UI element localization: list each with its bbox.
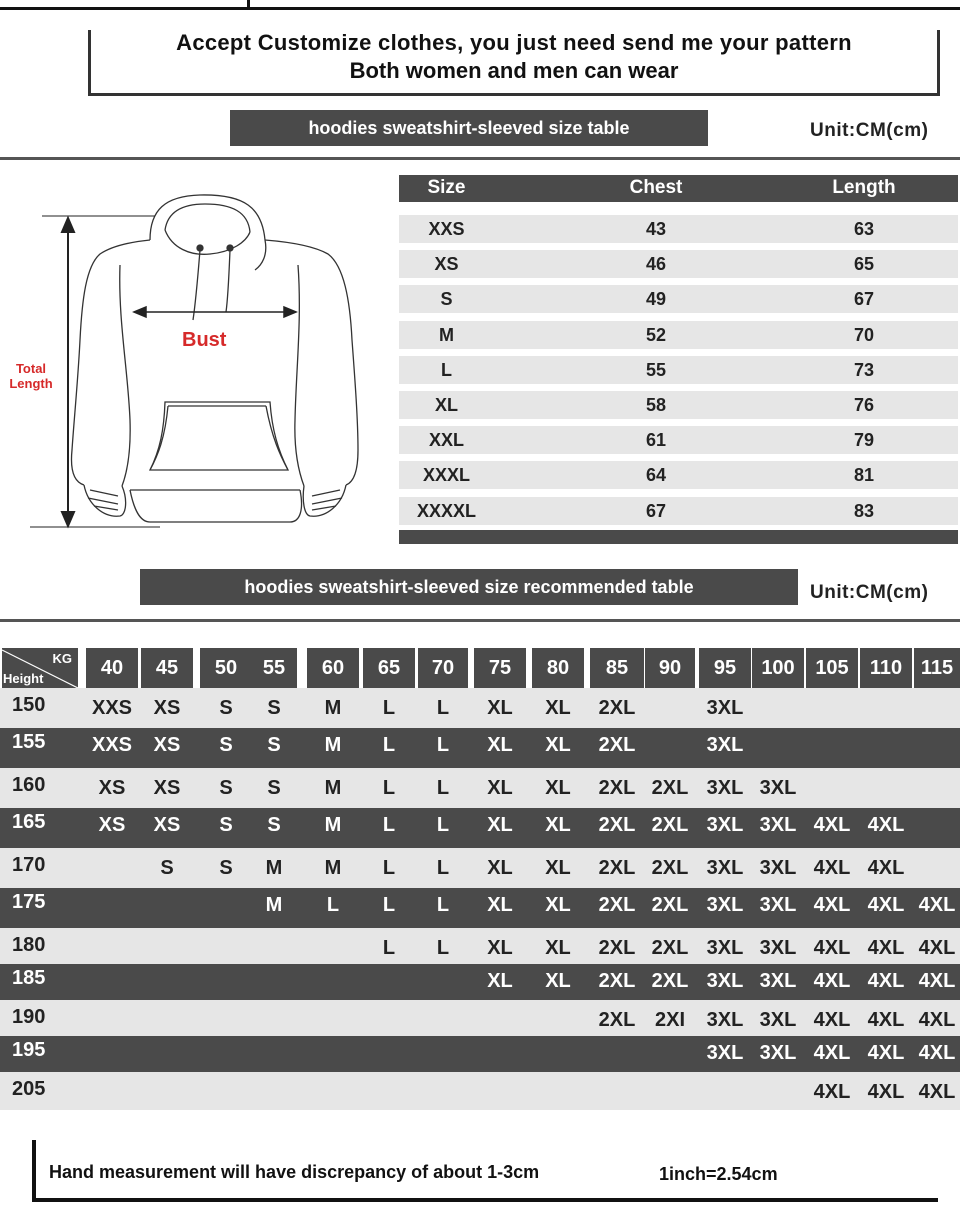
recommended-row [0,728,960,768]
size-row [399,285,958,313]
size-recommendation-cell: XL [487,697,513,719]
size-recommendation-cell: XL [545,814,571,836]
size-recommendation-cell: L [436,857,450,879]
recommended-row [0,1000,960,1036]
size-recommendation-cell: 2XL [598,814,636,836]
size-recommendation-cell: 4XL [918,970,956,992]
chest-column-header: Chest [629,177,683,198]
size-row [399,215,958,243]
size-recommendation-cell: 2XL [598,777,636,799]
top-frame-left [0,0,250,10]
size-recommendation-cell: XL [487,734,513,756]
size-recommendation-cell: 4XL [918,937,956,959]
bust-label: Bust [182,329,227,351]
size-recommendation-cell: L [436,734,450,756]
size-recommendation-cell: 3XL [706,697,744,719]
size-recommendation-cell: XL [545,697,571,719]
size-recommendation-cell: 3XL [706,970,744,992]
size-recommendation-cell: 4XL [813,894,851,916]
height-cell: 170 [12,854,46,876]
kg-header-cell: 115 [914,648,960,688]
size-recommendation-cell: 2XL [651,857,689,879]
size-row [399,391,958,419]
size-recommendation-cell: 4XL [867,1009,905,1031]
chest-cell: 43 [645,219,667,239]
size-recommendation-cell: XL [545,857,571,879]
size-recommendation-cell: S [219,734,233,756]
kg-header-cell: 65 [363,648,415,688]
size-recommendation-cell: XS [153,777,181,799]
height-cell: 175 [12,891,46,913]
chest-cell: 67 [645,500,667,521]
size-recommendation-cell: 3XL [759,777,797,799]
height-cell: 185 [12,967,46,989]
height-cell: 155 [12,731,46,753]
size-recommendation-cell: S [219,857,233,879]
size-recommendation-cell: 3XL [759,894,797,916]
size-recommendation-cell: 4XL [813,1009,851,1031]
size-recommendation-cell: 3XL [759,1042,797,1064]
size-recommendation-cell: XL [545,937,571,959]
top-frame-right [250,0,960,10]
height-cell: 205 [12,1078,46,1100]
size-recommendation-cell: XL [545,734,571,756]
customize-line-2: Both women and men can wear [349,58,679,83]
kg-header-cell: 110 [860,648,912,688]
kg-header-cell: 90 [645,648,695,688]
size-row [399,461,958,489]
size-table-unit: Unit:CM(cm) [810,120,929,141]
size-recommendation-cell: L [382,937,396,959]
divider-2 [0,619,960,622]
size-table-title: hoodies sweatshirt-sleeved size table [230,110,708,146]
kg-header-cell: 75 [474,648,526,688]
size-recommendation-cell: 2XL [651,777,689,799]
size-recommendation-cell: 4XL [918,1009,956,1031]
size-recommendation-cell: 4XL [813,814,851,836]
recommended-row [0,1036,960,1072]
size-recommendation-cell: XS [98,777,126,799]
length-cell: 79 [853,430,875,451]
size-recommendation-cell: 4XL [813,1081,851,1103]
length-cell: 81 [853,465,875,486]
measurement-note: Hand measurement will have discrepancy of about 1-3cm [49,1162,540,1182]
size-cell: XS [434,254,459,275]
size-recommendation-cell: 3XL [706,1009,744,1031]
size-recommendation-cell: S [267,777,281,799]
size-recommendation-cell: L [436,937,450,959]
total-length-line-2: Length [9,376,53,391]
size-cell: XXS [428,219,465,239]
kg-header-cell: 70 [418,648,468,688]
size-recommendation-cell: 2XL [651,814,689,836]
size-table-footer [399,530,958,544]
size-recommendation-cell: 3XL [759,970,797,992]
size-recommendation-cell: 4XL [867,857,905,879]
length-cell: 67 [853,289,875,310]
size-recommendation-cell: 2XL [598,1009,636,1031]
size-recommendation-cell: S [160,857,174,879]
recommended-table-unit: Unit:CM(cm) [810,582,929,603]
length-cell: 76 [853,395,875,415]
size-recommendation-cell: 2XI [654,1009,686,1031]
size-cell: XXXXL [416,500,477,521]
size-recommendation-cell: S [267,734,281,756]
length-cell: 73 [853,359,875,380]
size-recommendation-cell: M [324,814,342,836]
chest-cell: 46 [645,254,667,275]
size-recommendation-cell: XL [487,777,513,799]
size-recommendation-cell: S [267,697,281,719]
kg-height-corner [2,648,78,688]
size-recommendation-cell: 2XL [598,894,636,916]
size-row [399,426,958,454]
top-frame [0,0,960,12]
chest-cell: 61 [645,430,667,451]
size-recommendation-cell: L [436,894,450,916]
recommended-table-title: hoodies sweatshirt-sleeved size recommended table [140,569,798,605]
size-recommendation-cell: 4XL [813,937,851,959]
size-recommendation-cell: S [219,814,233,836]
size-recommendation-cell: 2XL [598,697,636,719]
size-recommendation-cell: XL [545,970,571,992]
customize-line-1: Accept Customize clothes, you just need send me your pattern [176,30,852,55]
size-recommendation-cell: 4XL [918,894,956,916]
chest-cell: 52 [645,324,667,345]
size-recommendation-cell: XXS [91,734,133,756]
size-recommendation-cell: 3XL [706,937,744,959]
length-cell: 65 [853,254,875,275]
kg-header-cell: 60 [307,648,359,688]
size-recommendation-cell: L [382,777,396,799]
size-recommendation-cell: L [382,697,396,719]
kg-header-cell: 105 [806,648,858,688]
size-recommendation-cell: 2XL [598,857,636,879]
size-recommendation-cell: 3XL [706,734,744,756]
size-row [399,321,958,349]
size-recommendation-cell: S [267,814,281,836]
size-recommendation-cell: 3XL [706,777,744,799]
kg-header-cell: 100 [752,648,804,688]
size-recommendation-cell: L [382,857,396,879]
height-cell: 150 [12,694,46,716]
size-recommendation-cell: 4XL [867,937,905,959]
height-cell: 165 [12,811,46,833]
size-recommendation-cell: XS [153,814,181,836]
total-length-label [3,361,59,391]
size-recommendation-cell: 2XL [598,970,636,992]
size-recommendation-cell: 4XL [813,1042,851,1064]
size-recommendation-cell: 4XL [918,1042,956,1064]
size-recommendation-cell: 3XL [706,1042,744,1064]
chest-cell: 58 [645,395,667,415]
size-recommendation-cell: 3XL [706,894,744,916]
size-recommendation-cell: XL [487,937,513,959]
size-recommendation-cell: 2XL [651,937,689,959]
size-cell: XXXL [422,465,470,486]
length-column-header: Length [832,177,896,198]
size-recommendation-cell: S [219,777,233,799]
total-length-line-1: Total [15,361,47,376]
size-recommendation-cell: L [436,777,450,799]
length-cell: 83 [853,500,875,521]
size-recommendation-cell: XL [487,857,513,879]
divider-1 [0,157,960,160]
size-recommendation-cell: L [382,814,396,836]
kg-header-cell: 50 [200,648,252,688]
size-recommendation-cell: L [436,814,450,836]
size-recommendation-cell: M [324,697,342,719]
size-recommendation-cell: 4XL [867,970,905,992]
size-recommendation-cell: L [436,697,450,719]
size-recommendation-cell: XL [487,970,513,992]
size-recommendation-cell: M [265,894,283,916]
length-cell: 70 [853,324,875,345]
length-cell: 63 [853,219,875,239]
chest-cell: 49 [645,289,667,310]
height-cell: 160 [12,774,46,796]
kg-header-cell: 85 [590,648,644,688]
recommended-row [0,848,960,888]
size-cell: S [440,289,453,310]
size-recommendation-cell: XS [98,814,126,836]
size-recommendation-cell: 3XL [759,937,797,959]
size-recommendation-cell: 4XL [867,894,905,916]
kg-header-cell: 55 [251,648,297,688]
size-recommendation-cell: 2XL [651,970,689,992]
size-recommendation-cell: 4XL [918,1081,956,1103]
size-cell: M [439,324,454,345]
height-label: Height [3,671,44,686]
kg-header-cell: 95 [699,648,751,688]
size-recommendation-cell: 2XL [651,894,689,916]
size-recommendation-cell: M [324,857,342,879]
size-column-header: Size [427,177,466,198]
size-recommendation-cell: XL [487,814,513,836]
size-recommendation-cell: M [324,734,342,756]
size-row [399,356,958,384]
size-cell: XXL [428,430,464,451]
size-row [399,497,958,525]
size-recommendation-cell: M [324,777,342,799]
size-recommendation-cell: L [382,894,396,916]
recommended-row [0,768,960,808]
size-cell: XL [434,395,458,415]
size-recommendation-cell: 3XL [706,814,744,836]
size-recommendation-cell: XL [487,894,513,916]
size-recommendation-cell: L [326,894,340,916]
size-recommendation-cell: M [265,857,283,879]
inch-conversion: 1inch=2.54cm [659,1164,778,1184]
recommended-row [0,964,960,1000]
size-recommendation-cell: 2XL [598,937,636,959]
recommended-row [0,928,960,964]
size-row [399,250,958,278]
recommended-row [0,688,960,728]
size-recommendation-cell: 3XL [759,857,797,879]
size-recommendation-cell: 3XL [759,1009,797,1031]
size-recommendation-cell: 3XL [759,814,797,836]
size-table-header [399,175,958,202]
kg-label: KG [52,651,72,666]
chest-cell: 64 [645,465,667,486]
size-recommendation-cell: 4XL [813,970,851,992]
height-cell: 190 [12,1006,46,1028]
kg-header-cell: 80 [532,648,584,688]
size-recommendation-cell: XXS [91,697,133,719]
size-recommendation-cell: XS [153,697,181,719]
size-recommendation-cell: L [382,734,396,756]
recommended-row [0,1072,960,1110]
recommended-row [0,888,960,928]
size-recommendation-cell: 4XL [867,814,905,836]
size-cell: L [441,359,452,380]
size-recommendation-cell: 3XL [706,857,744,879]
size-recommendation-cell: 4XL [813,857,851,879]
height-cell: 180 [12,934,46,956]
hoodie-diagram [0,170,380,540]
kg-header-cell: 45 [141,648,193,688]
size-recommendation-cell: S [219,697,233,719]
size-recommendation-cell: 2XL [598,734,636,756]
chest-cell: 55 [645,359,667,380]
size-recommendation-cell: XL [545,777,571,799]
height-cell: 195 [12,1039,46,1061]
size-recommendation-cell: XL [545,894,571,916]
size-recommendation-cell: XS [153,734,181,756]
recommended-row [0,808,960,848]
kg-header-cell: 40 [86,648,138,688]
size-recommendation-cell: 4XL [867,1081,905,1103]
size-recommendation-cell: 4XL [867,1042,905,1064]
